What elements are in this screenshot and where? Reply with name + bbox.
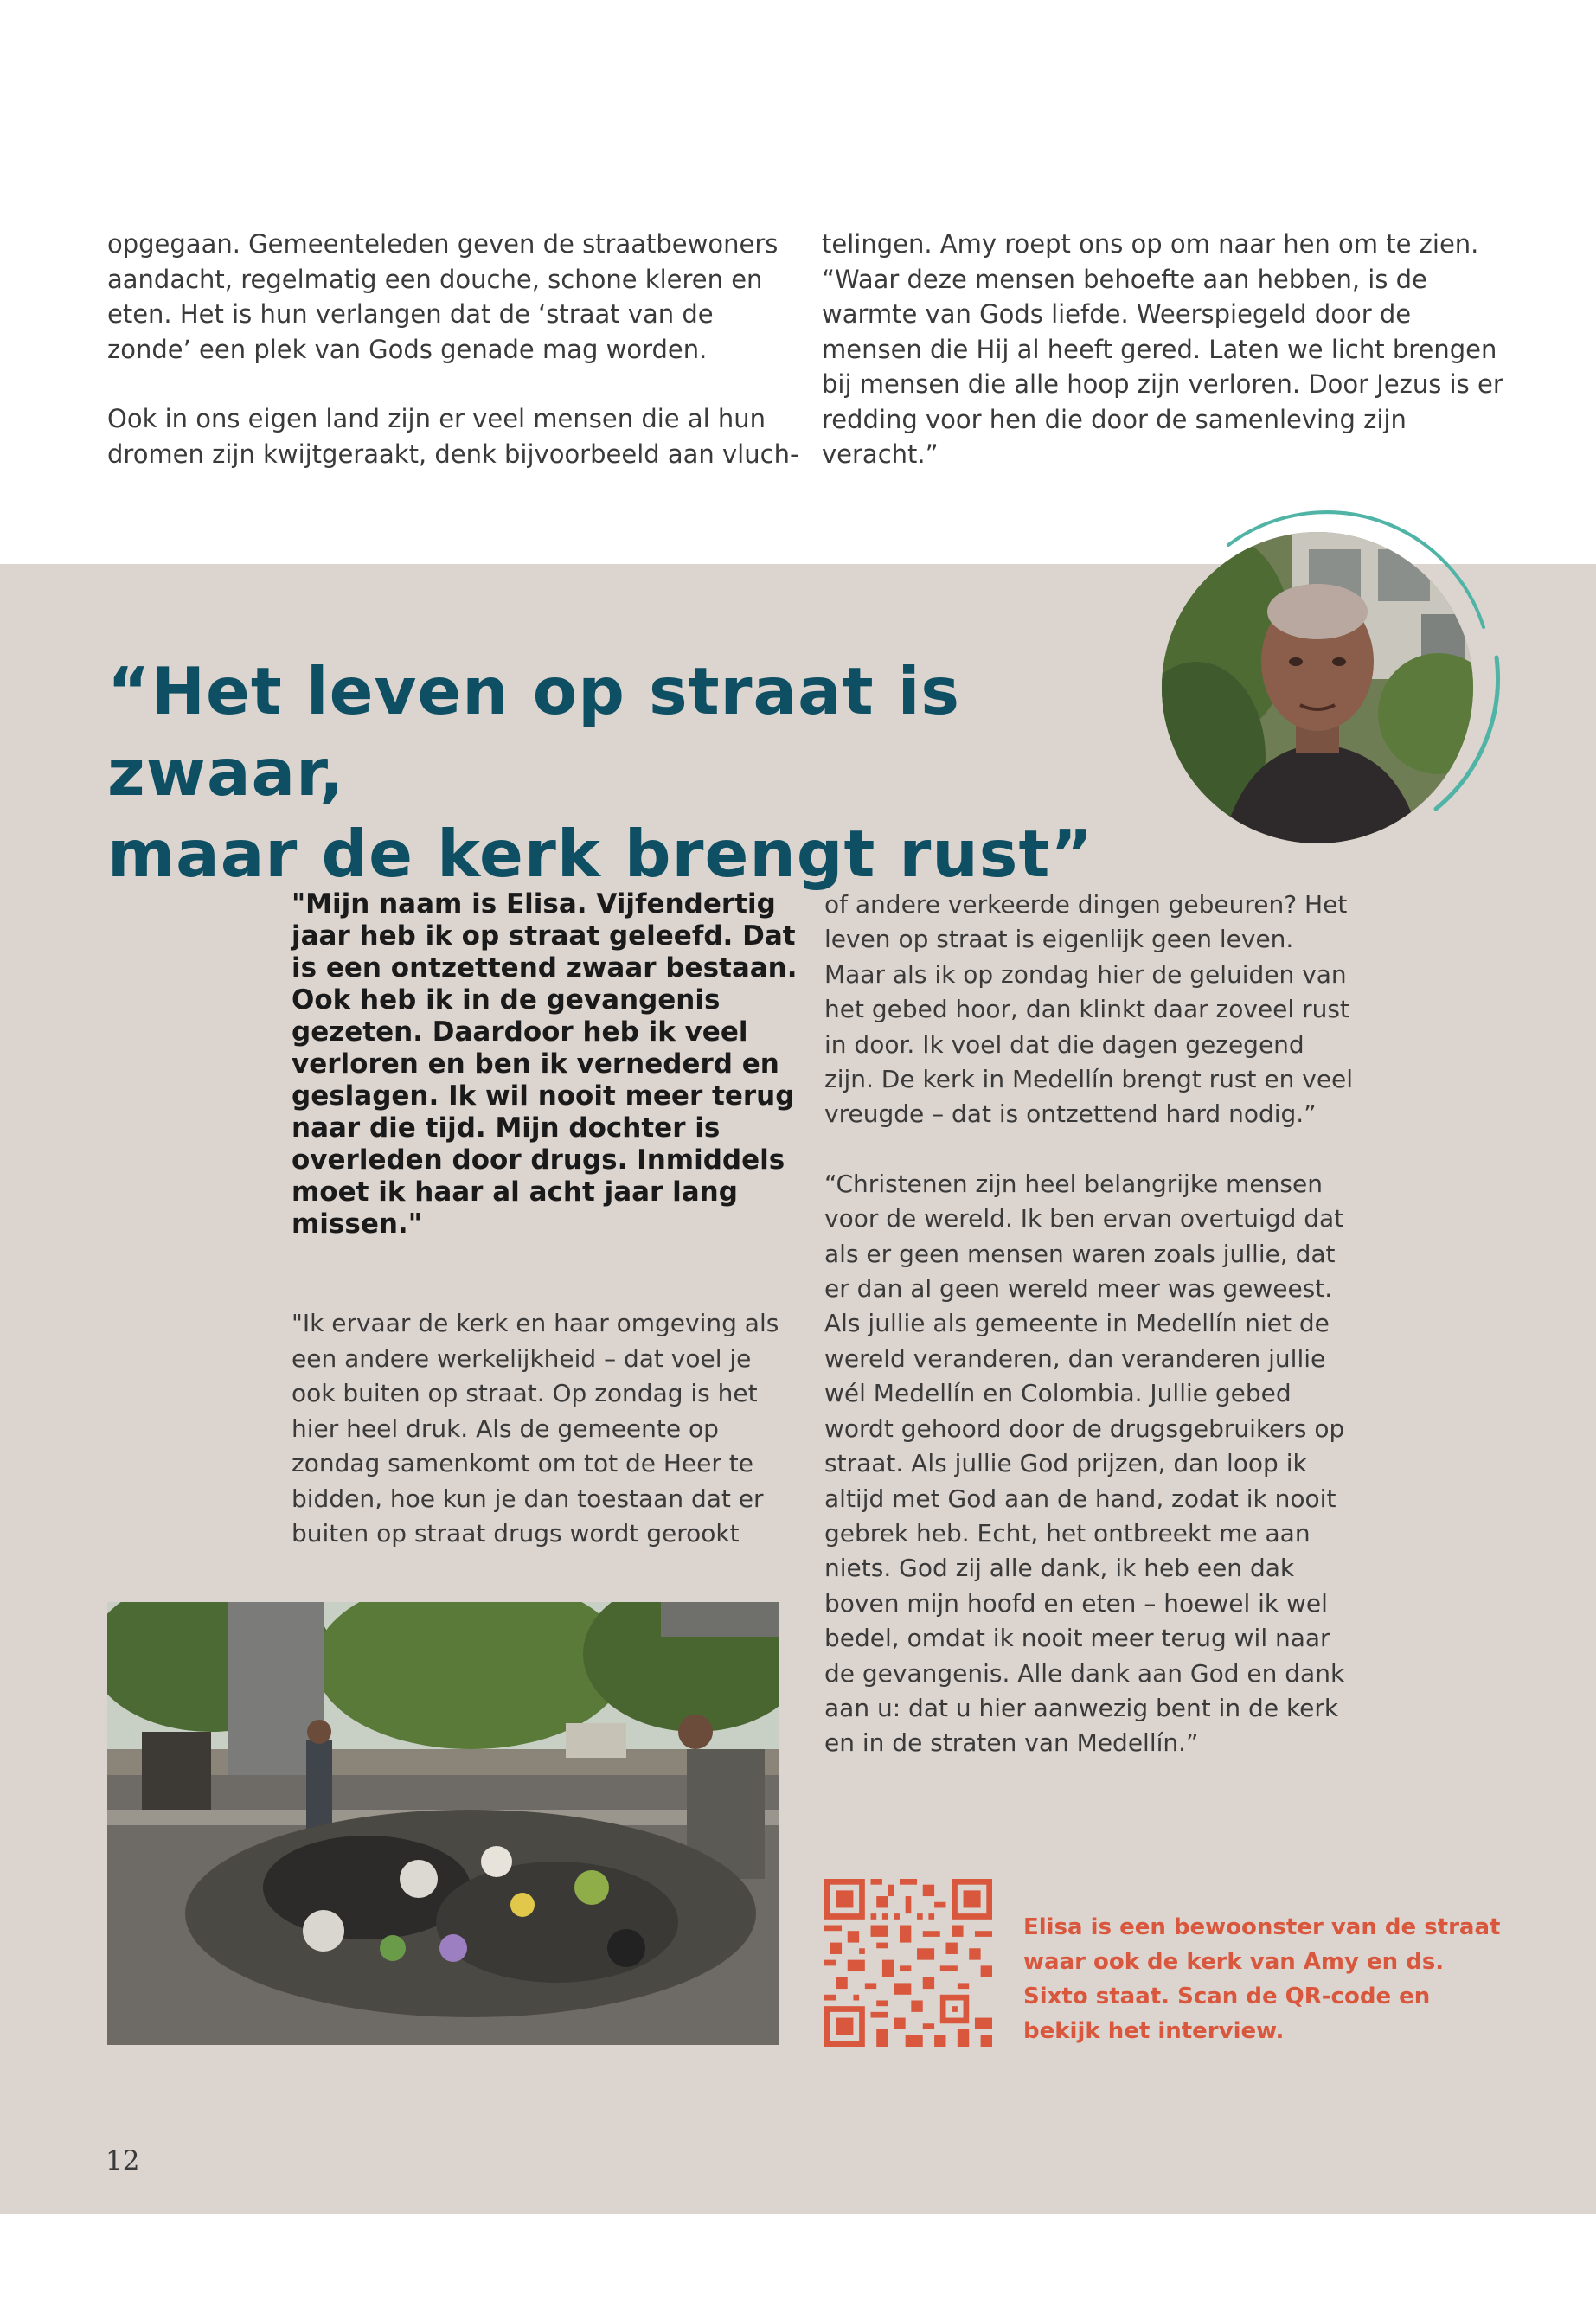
body-paragraph-right-2: “Christenen zijn heel belangrijke mensen voor de wereld. Ik ben ervan overtuigd dat als er geen mensen waren zoals jullie, dat er dan al geen wereld meer was geweest. Als jullie als gemeente in Medellín niet de wereld veranderen, dan veranderen jullie wél Medellín en Colombia. Jullie gebed wordt gehoord door de drugsgebruikers op straat. Als jullie God prijzen, dan loop ik altijd met God aan de hand, zodat ik nooit gebrek heb. Echt, het ontbreekt me aan niets. God zij alle dank, ik heb een dak boven mijn hoofd en eten – hoewel ik wel bedel, omdat ik nooit meer terug wil naar de gevangenis. Alle dank aan God en dank aan u: dat u hier aanwezig bent in de kerk en in de straten van Medellín.” xyxy=(824,1169,1345,1758)
body-column-left xyxy=(292,1306,793,1552)
body-paragraph-right-1: of andere verkeerde dingen gebeuren? Het leven op straat is eigenlijk geen leven. Maar als ik op zondag hier de geluiden van het gebed hoor, dan klinkt daar zoveel rust in door. Ik voel dat die dagen gezegend zijn. De kerk in Medellín brengt rust en veel vreugde – dat is ontzettend hard nodig.” xyxy=(824,890,1354,1129)
intro-column-left xyxy=(107,227,799,506)
pull-quote: "Mijn naam is Elisa. Vijfendertig jaar heb ik op straat geleefd. Dat is een ontzettend zwaar bestaan. Ook heb ik in de gevangenis gezeten. Daardoor heb ik veel verloren en ben ik vernederd en geslagen. Ik wil nooit meer terug naar die tijd. Mijn dochter is overleden door drugs. Inmiddels moet ik haar al acht jaar lang missen." xyxy=(292,888,798,1240)
headline-line-2: maar de kerk brengt rust” xyxy=(107,816,1094,892)
page-number: 12 xyxy=(106,2145,140,2176)
portrait-photo xyxy=(1162,532,1473,843)
page-margin-bottom xyxy=(0,2214,1596,2301)
qr-caption: Elisa is een bewoonster van de straat waar ook de kerk van Amy en ds. Sixto staat. Scan de QR-code en bekijk het interview. xyxy=(1023,1914,1501,2044)
intro-paragraph-3: telingen. Amy roept ons op om naar hen om te zien. “Waar deze mensen behoefte aan hebben, is de warmte van Gods liefde. Weerspiegeld door de mensen die Hij al heeft gered. Laten we licht brengen bij mensen die alle hoop zijn verloren. Door Jezus is er redding voor hen die door de samenleving zijn veracht.” xyxy=(822,229,1503,469)
intro-column-right xyxy=(822,227,1514,507)
intro-paragraph-2: Ook in ons eigen land zijn er veel mensen die al hun dromen zijn kwijtgeraakt, denk bijvoorbeeld aan vluch- xyxy=(107,404,799,469)
qr-code[interactable] xyxy=(824,1879,992,2047)
body-column-right xyxy=(824,888,1361,1796)
intro-paragraph-1: opgegaan. Gemeenteleden geven de straatbewoners aandacht, regelmatig een douche, schone kleren en eten. Het is hun verlangen dat de ‘straat van de zonde’ een plek van Gods genade mag worden. xyxy=(107,229,779,364)
headline xyxy=(107,651,1145,894)
body-paragraph-left: "Ik ervaar de kerk en haar omgeving als een andere werkelijkheid – dat voel je ook buiten op straat. Op zondag is het hier heel druk. Als de gemeente op zondag samenkomt om tot de Heer te bidden, hoe kun je dan toestaan dat er buiten op straat drugs wordt gerookt xyxy=(292,1309,779,1548)
street-photo xyxy=(107,1602,779,2045)
headline-line-1: “Het leven op straat is zwaar, xyxy=(107,653,961,811)
